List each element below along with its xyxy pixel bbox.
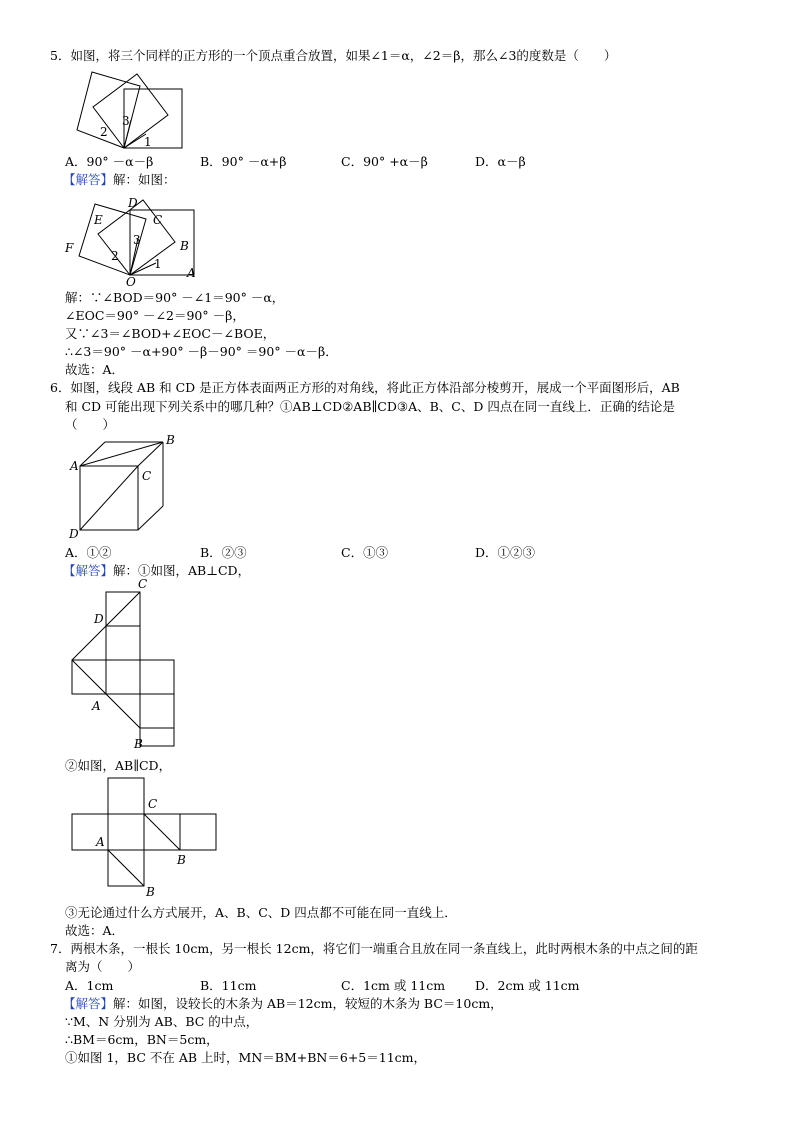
- q6-net2-label-A: A: [96, 835, 105, 849]
- q5-answer-row: [63, 172, 176, 188]
- q6-cube-figure: [68, 434, 178, 542]
- q7-answer-head: 【解答】: [63, 996, 114, 1011]
- q6-net1-label-D: D: [94, 612, 104, 626]
- q6-option-c: C．①③: [341, 545, 389, 560]
- q5-answer-figure: [62, 192, 202, 288]
- q5-fig2-label-E: E: [94, 213, 103, 227]
- q6-choose: 故选：A．: [65, 923, 125, 938]
- q7-stem-line-2: 离为（ ）: [65, 959, 141, 974]
- q7-answer-line-4: ①如图 1，BC 不在 AB 上时，MN＝BM+BN＝6+5＝11cm，: [65, 1050, 426, 1065]
- q6-stem-line-1: 6．如图，线段 AB 和 CD 是正方体表面两正方形的对角线，将此正方体沿部分棱剪开，展成一个平面图形后，AB: [50, 380, 680, 395]
- q7-option-a: A．1cm: [65, 978, 114, 993]
- q5-fig2-label-1: 1: [154, 257, 162, 271]
- q6-net1-label-C: C: [138, 577, 148, 591]
- q6-option-a: A．①②: [65, 545, 112, 560]
- q5-fig2-label-F: F: [65, 241, 74, 255]
- q6-answer-3: ③无论通过什么方式展开，A、B、C、D 四点都不可能在同一直线上．: [65, 905, 457, 920]
- q6-stem-line-3: （ ）: [65, 417, 116, 432]
- q7-option-b: B．11cm: [200, 978, 257, 993]
- q6-net2-label-B1: B: [177, 853, 186, 867]
- q6-net2-label-C: C: [148, 797, 158, 811]
- q5-fig2-label-2: 2: [111, 249, 119, 263]
- q5-answer-intro: 解：如图：: [113, 172, 176, 187]
- q6-answer-2: ②如图，AB∥CD，: [65, 758, 172, 773]
- q5-fig2-label-B: B: [180, 239, 189, 253]
- q6-answer-1: 解：①如图，AB⊥CD，: [113, 563, 251, 578]
- q6-option-b: B．②③: [200, 545, 247, 560]
- q5-stem: 5．如图，将三个同样的正方形的一个顶点重合放置，如果∠1＝α，∠2＝β，那么∠3的度数是（ ）: [50, 48, 617, 63]
- q5-option-a: A．90° －α－β: [65, 154, 154, 169]
- q5-fig2-label-A: A: [187, 266, 196, 280]
- q5-solution-line-5: 故选：A．: [65, 362, 125, 377]
- q7-option-d: D．2cm 或 11cm: [475, 978, 580, 993]
- q5-option-b: B．90° －α+β: [200, 154, 287, 169]
- q7-stem-line-1: 7．两根木条，一根长 10cm，另一根长 12cm，将它们一端重合且放在同一条直线上，此时两根木条的中点之间的距: [50, 941, 698, 956]
- q6-cube-label-C: C: [142, 469, 152, 483]
- q5-solution-line-2: ∠EOC＝90° －∠2＝90° －β，: [65, 308, 245, 323]
- q6-net1-label-B: B: [134, 737, 143, 751]
- q6-net-figure-1: [66, 576, 190, 752]
- q7-answer-line-3: ∴BM＝6cm，BN＝5cm，: [65, 1032, 219, 1047]
- q5-answer-head: 【解答】: [63, 172, 114, 187]
- q5-option-d: D．α－β: [475, 154, 526, 169]
- q5-fig1-label-1: 1: [144, 135, 152, 149]
- q6-stem-line-2: 和 CD 可能出现下列关系中的哪几种？①AB⊥CD②AB∥CD③A、B、C、D 四点在同一直线上．正确的结论是: [65, 399, 675, 414]
- q6-cube-label-A: A: [70, 459, 79, 473]
- q5-figure-squares: [60, 64, 190, 150]
- q6-net-figure-2: [70, 776, 224, 900]
- q6-cube-label-D: D: [69, 527, 79, 541]
- q6-net1-label-A: A: [92, 699, 101, 713]
- q7-option-c: C．1cm 或 11cm: [341, 978, 446, 993]
- q7-answer-line-2: ∵M、N 分别为 AB、BC 的中点，: [65, 1014, 259, 1029]
- q5-option-c: C．90° +α－β: [341, 154, 428, 169]
- q5-solution-line-4: ∴∠3＝90° －α+90° －β－90° ＝90° －α－β．: [65, 344, 338, 359]
- q5-fig2-label-C: C: [153, 213, 163, 227]
- q7-answer-line-1: 解：如图，设较长的木条为 AB＝12cm，较短的木条为 BC＝10cm，: [113, 996, 503, 1011]
- q5-solution-line-1: 解：∵∠BOD＝90° －∠1＝90° －α，: [65, 290, 285, 305]
- q6-net2-label-B2: B: [146, 885, 155, 899]
- q6-cube-label-B: B: [166, 433, 175, 447]
- q7-answer-row: [63, 996, 503, 1012]
- q5-fig1-label-3: 3: [122, 114, 130, 128]
- q5-solution-line-3: 又∵∠3＝∠BOD+∠EOC－∠BOE，: [65, 326, 276, 341]
- q5-fig2-label-O: O: [126, 275, 136, 289]
- q5-fig2-label-D: D: [128, 196, 138, 210]
- q6-option-d: D．①②③: [475, 545, 536, 560]
- q5-fig1-label-2: 2: [100, 125, 108, 139]
- q5-fig2-label-3: 3: [133, 233, 141, 247]
- q6-answer-head: 【解答】: [63, 563, 114, 578]
